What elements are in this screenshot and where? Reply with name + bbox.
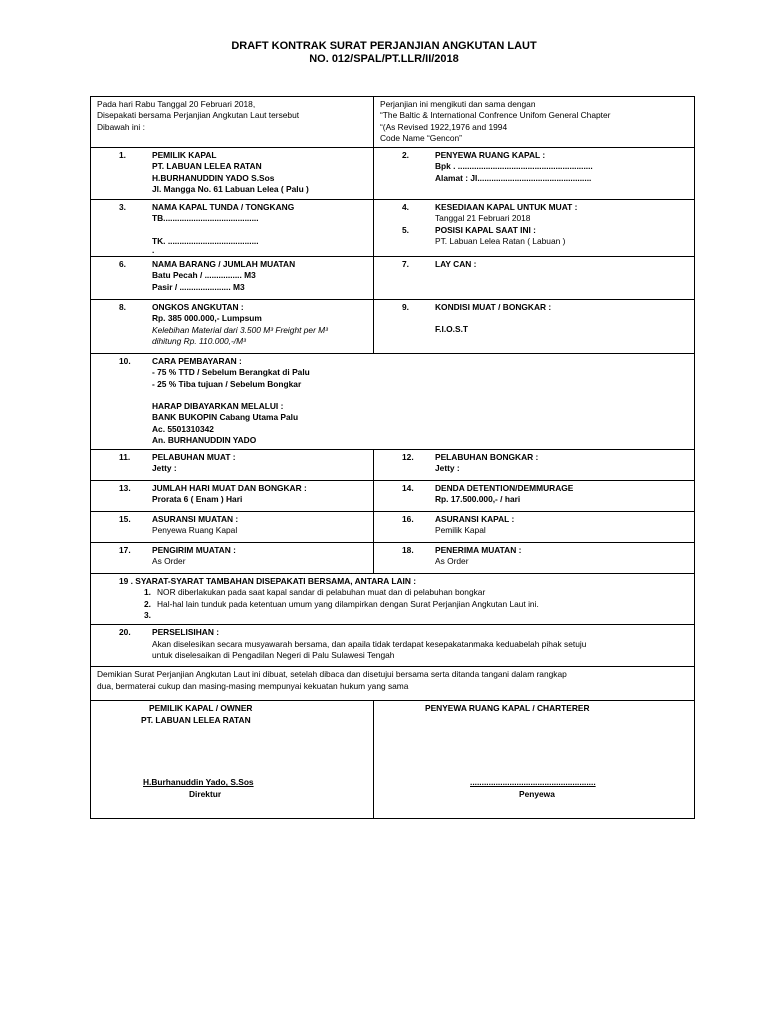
closing-line: dua, bermaterai cukup dan masing-masing mempunyai kekuatan hukum yang sama [97, 680, 409, 691]
item-number: 13. [119, 483, 131, 494]
item-line: Rp. 385 000.000,- Lumpsum [152, 313, 262, 324]
condition-item [97, 599, 688, 610]
row-19 [91, 574, 695, 625]
signature-company: PT. LABUAN LELEA RATAN [141, 714, 251, 725]
item-label: PERSELISIHAN : [152, 627, 220, 638]
item-number: 8. [119, 302, 126, 313]
item-number: 1. [119, 150, 126, 161]
condition-text: Hal-hal lain tunduk pada ketentuan umum yang dilampirkan dengan Surat Perjanjian Angkutan Laut ini. [157, 598, 539, 609]
item-19 [91, 574, 695, 625]
row-15-16 [91, 512, 695, 543]
item-number: 17. [119, 545, 131, 556]
payment-line: Ac. 5501310342 [152, 423, 214, 434]
row-6-7 [91, 257, 695, 300]
row-20 [91, 625, 695, 667]
item-11 [91, 450, 374, 481]
condition-number: 1. [144, 587, 151, 598]
row-17-18 [91, 543, 695, 574]
item-line: TB......................................... [152, 213, 259, 224]
item-label: KESEDIAAN KAPAL UNTUK MUAT : [435, 202, 578, 213]
document-number: NO. 012/SPAL/PT.LLR/II/2018 [309, 53, 459, 65]
condition-item [97, 610, 688, 621]
condition-number: 2. [144, 598, 151, 609]
item-label: ONGKOS ANGKUTAN : [152, 302, 244, 313]
item-value: Jetty : [152, 463, 177, 474]
item-7 [374, 257, 695, 300]
intro-line: “The Baltic & International Confrence Unifom General Chapter [380, 110, 611, 121]
item-line: Alamat : Jl................................................. [435, 172, 592, 183]
item-number: 10. [119, 356, 131, 367]
item-15 [91, 512, 374, 543]
row-8-9 [91, 300, 695, 354]
item-8 [91, 300, 374, 354]
item-line: . [152, 245, 155, 256]
signature-owner [91, 701, 374, 819]
item-number: 3. [119, 202, 126, 213]
item-label: CARA PEMBAYARAN : [152, 356, 242, 367]
intro-line: “(As Revised 1922,1976 and 1994 [380, 121, 508, 132]
closing-line: Demikian Surat Perjanjian Angkutan Laut ini dibuat, setelah dibaca dan disetujui bersama serta ditanda tangani dalam rangkap [97, 669, 567, 680]
item-label: POSISI KAPAL SAAT INI : [435, 224, 536, 235]
item-label: PENGIRIM MUATAN : [152, 545, 236, 556]
item-value: F.I.O.S.T [435, 324, 469, 335]
item-line: dihitung Rp. 110.000,-/M³ [152, 335, 246, 346]
item-value: Tanggal 21 Februari 2018 [435, 213, 531, 224]
item-line: Pasir / ...................... M3 [152, 281, 245, 292]
condition-number: 3. [144, 610, 151, 621]
item-value: Jetty : [435, 463, 460, 474]
item-number: 6. [119, 259, 126, 270]
item-9 [374, 300, 695, 354]
item-10 [91, 354, 695, 450]
item-3 [91, 200, 374, 257]
intro-line: Dibawah ini : [97, 121, 145, 132]
item-number: 16. [402, 514, 414, 525]
item-number: 9. [402, 302, 409, 313]
item-number: 14. [402, 483, 414, 494]
item-line: Bpk . .......................................................... [435, 161, 593, 172]
item-number: 7. [402, 259, 409, 270]
item-line: H.BURHANUDDIN YADO S.Sos [152, 172, 275, 183]
item-value: Penyewa Ruang Kapal [152, 525, 238, 536]
item-line: Jl. Mangga No. 61 Labuan Lelea ( Palu ) [152, 184, 309, 195]
item-12 [374, 450, 695, 481]
signature-role: Direktur [189, 789, 222, 800]
signature-title: PENYEWA RUANG KAPAL / CHARTERER [425, 703, 590, 714]
item-line: - 75 % TTD / Sebelum Berangkat di Palu [152, 367, 310, 378]
item-label: KONDISI MUAT / BONGKAR : [435, 302, 552, 313]
item-line: Kelebihan Material dari 3.500 M³ Freight per M³ [152, 324, 328, 335]
item-number: 2. [402, 150, 409, 161]
item-number: 11. [119, 452, 131, 463]
item-value: As Order [435, 556, 469, 567]
item-16 [374, 512, 695, 543]
item-4-5 [374, 200, 695, 257]
item-value: As Order [152, 556, 186, 567]
payment-label: HARAP DIBAYARKAN MELALUI : [152, 400, 284, 411]
intro-line: Code Name “Gencon” [380, 132, 462, 143]
payment-line: An. BURHANUDDIN YADO [152, 434, 257, 445]
item-line: PT. LABUAN LELEA RATAN [152, 161, 262, 172]
intro-line: Perjanjian ini mengikuti dan sama dengan [380, 99, 536, 109]
item-label: PEMILIK KAPAL [152, 150, 217, 161]
item-2 [374, 148, 695, 200]
document-title: DRAFT KONTRAK SURAT PERJANJIAN ANGKUTAN LAUT [231, 40, 537, 52]
item-label: LAY CAN : [435, 259, 477, 270]
item-number: 12. [402, 452, 414, 463]
item-label: PENYEWA RUANG KAPAL : [435, 150, 546, 161]
item-17 [91, 543, 374, 574]
item-label: PELABUHAN BONGKAR : [435, 452, 539, 463]
item-1 [91, 148, 374, 200]
item-label: JUMLAH HARI MUAT DAN BONGKAR : [152, 483, 307, 494]
signature-name: H.Burhanuddin Yado, S.Sos [143, 777, 254, 788]
item-label: NAMA BARANG / JUMLAH MUATAN [152, 259, 296, 270]
intro-left [91, 97, 374, 148]
item-line: - 25 % Tiba tujuan / Sebelum Bongkar [152, 378, 302, 389]
item-label: NAMA KAPAL TUNDA / TONGKANG [152, 202, 295, 213]
item-label: DENDA DETENTION/DEMMURAGE [435, 483, 574, 494]
item-6 [91, 257, 374, 300]
condition-item [97, 587, 688, 598]
row-10 [91, 354, 695, 450]
item-label: PENERIMA MUATAN : [435, 545, 522, 556]
intro-row [91, 97, 695, 148]
signature-title: PEMILIK KAPAL / OWNER [149, 703, 253, 714]
row-11-12 [91, 450, 695, 481]
item-value: Rp. 17.500.000,- / hari [435, 494, 521, 505]
item-20 [91, 625, 695, 667]
row-3-4-5 [91, 200, 695, 257]
item-label: 19 . SYARAT-SYARAT TAMBAHAN DISEPAKATI BERSAMA, ANTARA LAIN : [119, 576, 417, 587]
item-label: PELABUHAN MUAT : [152, 452, 236, 463]
signature-name: ...................................................... [470, 777, 596, 788]
row-1-2 [91, 148, 695, 200]
item-label: ASURANSI KAPAL : [435, 514, 515, 525]
intro-line: Disepakati bersama Perjanjian Angkutan Laut tersebut [97, 110, 300, 121]
item-line: untuk diselesaikan di Pengadilan Negeri di Palu Sulawesi Tengah [152, 649, 395, 660]
item-number: 5. [402, 224, 409, 235]
closing-row [91, 667, 695, 701]
payment-line: BANK BUKOPIN Cabang Utama Palu [152, 412, 299, 423]
item-line: Batu Pecah / ................ M3 [152, 270, 256, 281]
intro-line: Pada hari Rabu Tanggal 20 Februari 2018, [97, 99, 256, 109]
item-14 [374, 481, 695, 512]
item-line: TK. ....................................... [152, 235, 259, 246]
item-13 [91, 481, 374, 512]
item-value: PT. Labuan Lelea Ratan ( Labuan ) [435, 236, 566, 247]
signature-role: Penyewa [519, 789, 555, 800]
signature-row [91, 701, 695, 819]
item-number: 4. [402, 202, 409, 213]
row-13-14 [91, 481, 695, 512]
closing-statement [91, 667, 695, 701]
contract-table [90, 96, 695, 819]
item-number: 20. [119, 627, 131, 638]
condition-text: NOR diberlakukan pada saat kapal sandar di pelabuhan muat dan di pelabuhan bongkar [157, 587, 486, 598]
item-number: 18. [402, 545, 414, 556]
item-18 [374, 543, 695, 574]
signature-charterer [374, 701, 695, 819]
item-line: Akan diselesikan secara musyawarah bersama, dan apaila tidak terdapat kesepakatanmaka keduabelah pihak setuju [152, 638, 587, 649]
item-label: ASURANSI MUATAN : [152, 514, 239, 525]
item-value: Pemilik Kapal [435, 525, 486, 536]
item-value: Prorata 6 ( Enam ) Hari [152, 494, 243, 505]
intro-right [374, 97, 695, 148]
item-number: 15. [119, 514, 131, 525]
